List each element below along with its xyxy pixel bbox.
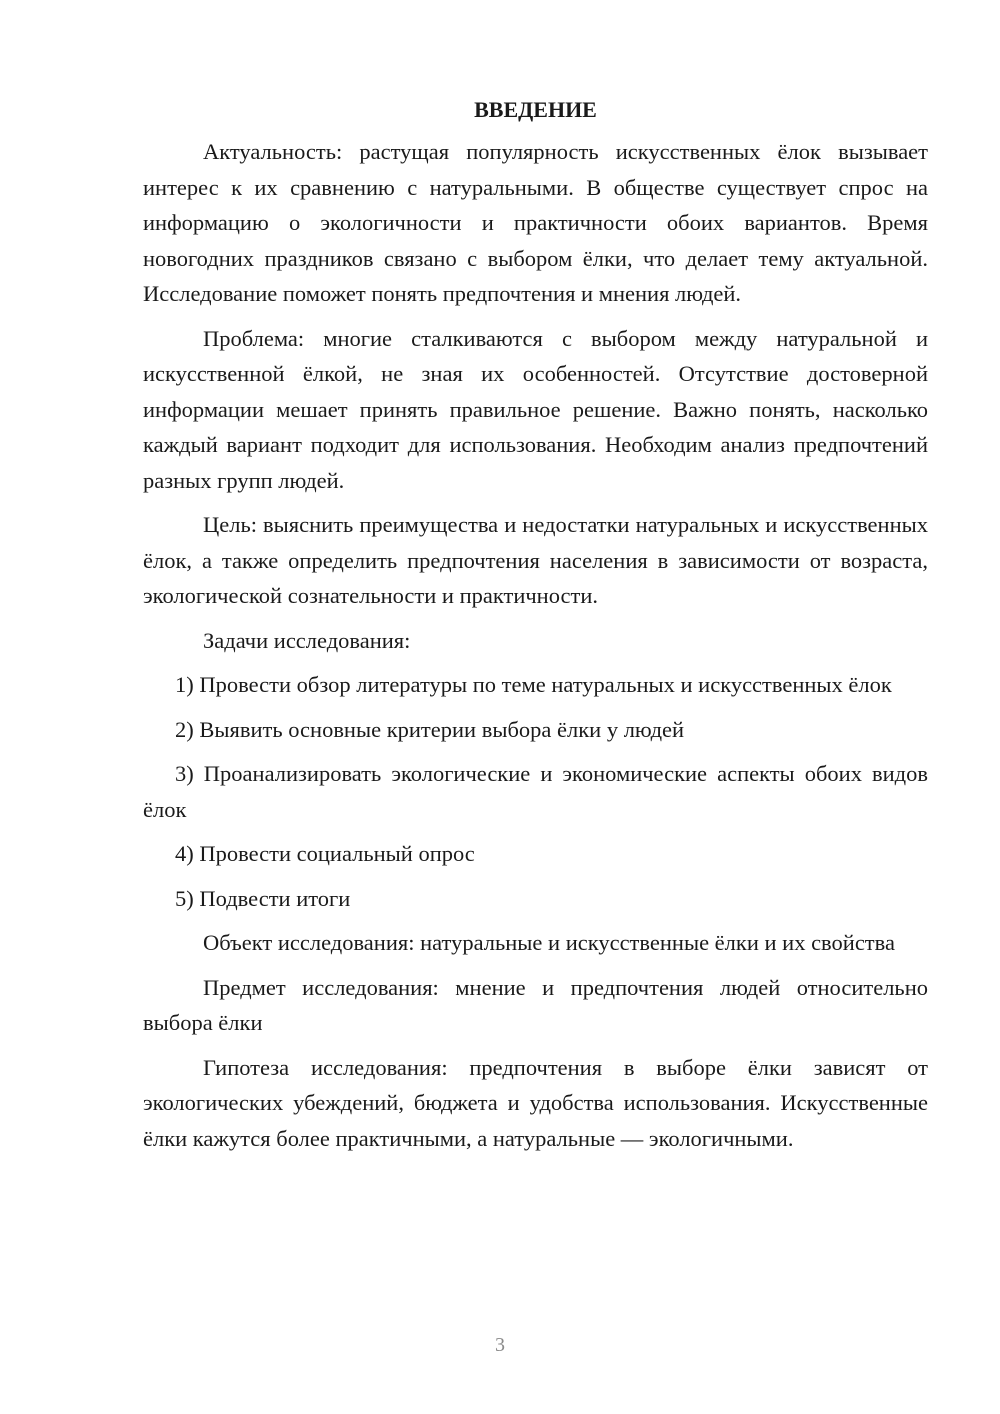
object-paragraph: Объект исследования: натуральные и искусственные ёлки и их свойства [203, 930, 895, 955]
task-item: 3) Проанализировать экологические и экономические аспекты обоих видов ёлок [143, 761, 928, 822]
task-item: 4) Провести социальный опрос [175, 841, 475, 866]
goal-paragraph: Цель: выяснить преимущества и недостатки натуральных и искусственных ёлок, а также определить предпочтения населения в зависимости от возраста, экологической сознательности и практичности. [143, 512, 928, 608]
task-item: 1) Провести обзор литературы по теме натуральных и искусственных ёлок [175, 672, 892, 697]
relevance-paragraph: Актуальность: растущая популярность искусственных ёлок вызывает интерес к их сравнению с натуральными. В обществе существует спрос на информацию о экологичности и практичности обоих вариантов. Время новогодних праздников связано с выбором ёлки, что делает тему актуальной. Исследование поможет понять предпочтения и мнения людей. [143, 139, 928, 306]
problem-paragraph: Проблема: многие сталкиваются с выбором между натуральной и искусственной ёлкой, не зная их особенностей. Отсутствие достоверной информации мешает принять правильное решение. Важно понять, насколько каждый вариант подходит для использования. Необходим анализ предпочтений разных групп людей. [143, 325, 928, 493]
subject-paragraph: Предмет исследования: мнение и предпочтения людей относительно выбора ёлки [143, 974, 928, 1035]
document-page [143, 92, 928, 1165]
section-title: ВВЕДЕНИЕ [474, 97, 597, 122]
task-item: 5) Подвести итоги [175, 885, 351, 911]
hypothesis-paragraph: Гипотеза исследования: предпочтения в выборе ёлки зависят от экологических убеждений, бюджета и удобства использования. Искусственные ёлки кажутся более практичными, а натуральные — экологичными. [143, 1054, 928, 1151]
tasks-heading: Задачи исследования: [203, 627, 411, 653]
task-item: 2) Выявить основные критерии выбора ёлки у людей [175, 716, 685, 742]
page-number: 3 [495, 1334, 505, 1356]
